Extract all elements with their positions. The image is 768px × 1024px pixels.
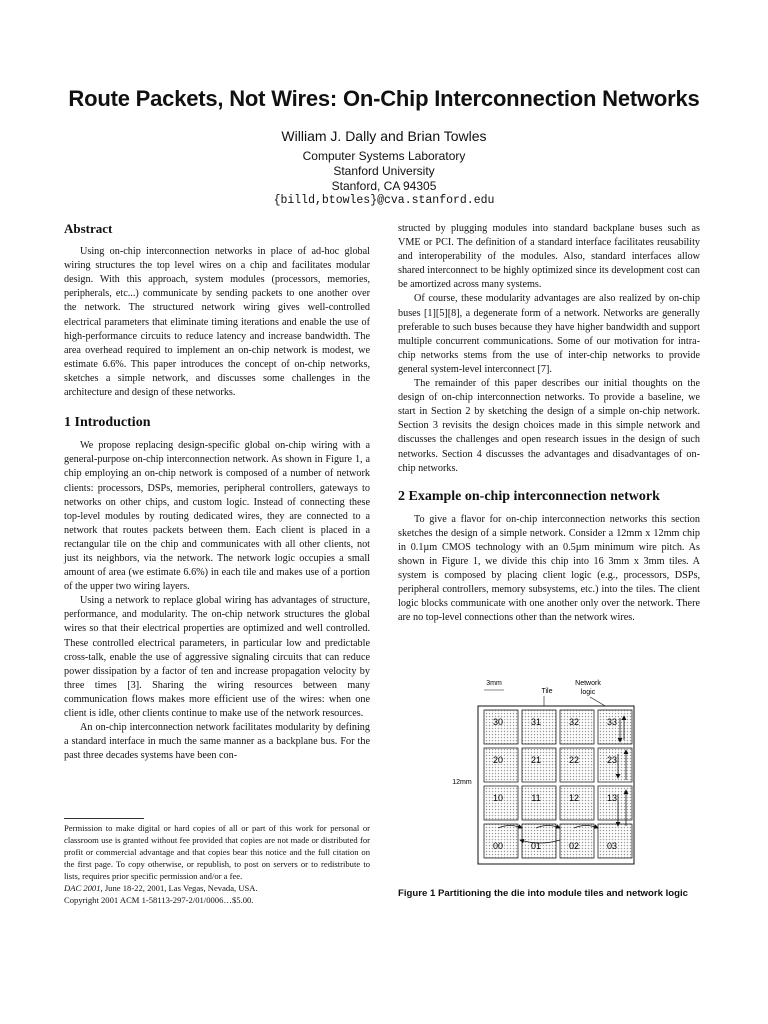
left-column	[64, 222, 370, 763]
tile-32	[560, 710, 594, 744]
tile-label-13: 13	[606, 793, 618, 803]
tile-10	[484, 786, 518, 820]
dim-label-12mm: 12mm	[452, 779, 472, 786]
figure-1	[440, 676, 670, 866]
tile-label-01: 01	[530, 841, 542, 851]
tile-13	[598, 786, 632, 820]
permission-text: Permission to make digital or hard copies of all or part of this work for personal or classroom use is granted without fee provided that copies are not made or distributed for profit or commercial advantage and that copies bear this notice and the full citation on the first page. To copy otherwise, or republish, to post on servers or to redistribute to lists, requires prior specific permission and/or a fee.	[64, 823, 370, 881]
footnote-rule	[64, 818, 144, 819]
right-paragraph-3: The remainder of this paper describes our initial thoughts on the design of on-chip interconnection networks. To provide a baseline, we start in Section 2 by sketching the design of a simple on-chip network. Section 3 revisits the design choices made in this simple network and discusses the challenges and open research issues in the design of such networks. Section 4 discusses the advantages and disadvantages of on-chip networks.	[398, 378, 700, 474]
affiliation-address: Stanford, CA 94305	[331, 179, 437, 193]
abstract-text: Using on-chip interconnection networks in place of ad-hoc global wiring structures the top level wires on a chip and facilitates modular design. With this approach, system modules (processors, memories, peripherals, etc...) communicate by sending packets to one another over the network. The structured network wiring gives well-controlled electrical parameters that eliminate timing iterations and enable the use of high-performance circuits to reduce latency and increase bandwidth. The area overhead required to implement an on-chip network is modest, we estimate 6.6%. This paper introduces the concept of on-chip networks, sketches a simple network, and discusses some challenges in the architecture and design of these networks.	[64, 246, 370, 399]
right-column	[398, 222, 700, 626]
tile-11	[522, 786, 556, 820]
tile-label-21: 21	[530, 755, 542, 765]
right-paragraph-1: structed by plugging modules into standard backplane buses such as VME or PCI. The definition of a standard interface facilitates reusability and interoperability of the modules. Also, standard interfaces allow shared interconnect to be highly optimized since its development cost can be amortized across many systems.	[398, 223, 700, 291]
tile-33	[598, 710, 632, 744]
conference-line	[64, 882, 370, 894]
tile-label-30: 30	[492, 717, 504, 727]
intro-paragraph-1: We propose replacing design-specific global on-chip wiring with a general-purpose on-chip interconnection network. As shown in Figure 1, a chip employing an on-chip network is composed of a number of network clients: processors, DSPs, memories, peripheral controllers, gateways to networks on other chips, and custom logic. Instead of connecting these top-level modules by routing dedicated wires, they are connected to a network that routes packets between them. Each client is placed in a rectangular tile on the chip and communicates with all other clients, not just its neighbors, via the network. The network logic occupies a small amount of area (we estimate 6.6%) in each tile and makes use of a portion of the upper two wiring layers.	[64, 440, 370, 593]
tile-grid-diagram	[440, 676, 670, 866]
tile-label-31: 31	[530, 717, 542, 727]
copyright-line: Copyright 2001 ACM 1-58113-297-2/01/0006…$5.00.	[64, 895, 254, 905]
abstract-heading: Abstract	[64, 221, 113, 236]
tile-label-11: 11	[531, 793, 541, 803]
tile-label-23: 23	[606, 755, 618, 765]
right-paragraph-2: Of course, these modularity advantages are also realized by on-chip buses [1][5][8], a degenerate form of a network. Networks are generally preferable to such buses because they have higher bandwidth and support multiple concurrent communications. Some of our motivation for intra-chip networks stems from the use of inter-chip networks to provide general system-level interconnect [7].	[398, 293, 700, 375]
intro-paragraph-3: An on-chip interconnection network facilitates modularity by defining a standard interface in much the same manner as a backplane bus. For the past three decades systems have been con-	[64, 722, 370, 762]
intro-paragraph-2: Using a network to replace global wiring has advantages of structure, performance, and modularity. The on-chip network structures the global wires so that their electrical properties are optimized and well controlled. These controlled electrical parameters, in particular low and predictable cross-talk, enable the use of aggressive signaling circuits that can reduce power dissipation by a factor of ten and increase propagation velocity by three times [3]. Sharing the wiring resources between many communication flows makes more efficient use of the wires: when one client is idle, other clients continue to make use of the network resources.	[64, 595, 370, 719]
section-1-heading: 1 Introduction	[64, 415, 151, 431]
tile-label-12: 12	[568, 793, 580, 803]
tile-label-32: 32	[568, 717, 580, 727]
affiliation-lab: Computer Systems Laboratory	[302, 149, 466, 163]
tile-label-20: 20	[492, 755, 504, 765]
tile-label: Tile	[541, 688, 553, 695]
paper-authors: William J. Dally and Brian Towles	[281, 128, 487, 144]
conference-details: , June 18-22, 2001, Las Vegas, Nevada, USA.	[100, 883, 258, 893]
conference-name: DAC 2001	[64, 883, 101, 893]
tile-12	[560, 786, 594, 820]
tile-31	[522, 710, 556, 744]
tile-23	[598, 748, 632, 782]
tile-label-33: 33	[606, 717, 618, 727]
tile-label-10: 10	[492, 793, 504, 803]
section-2-heading: 2 Example on-chip interconnection network	[398, 488, 660, 504]
tile-22	[560, 748, 594, 782]
tile-20	[484, 748, 518, 782]
tile-label-00: 00	[492, 841, 504, 851]
network-label-line2: logic	[580, 689, 596, 696]
dim-label-3mm: 3mm	[486, 680, 502, 687]
permission-notice	[64, 822, 370, 906]
paper-title: Route Packets, Not Wires: On-Chip Interconnection Networks	[68, 86, 700, 111]
tile-21	[522, 748, 556, 782]
tile-label-02: 02	[568, 841, 580, 851]
affiliation-university: Stanford University	[333, 164, 435, 178]
tile-label-03: 03	[606, 841, 618, 851]
author-email: {billd,btowles}@cva.stanford.edu	[273, 194, 495, 207]
figure-1-caption: Figure 1 Partitioning the die into module tiles and network logic	[398, 888, 688, 899]
section-2-paragraph-1: To give a flavor for on-chip interconnection networks this section sketches the design of a simple network. Consider a 12mm x 12mm chip in 0.1µm CMOS technology with an 0.5µm minimum wire pitch. As shown in Figure 1, we divide this chip into 16 3mm x 3mm tiles. A system is composed by placing client logic (e.g., processors, DSPs, peripheral controllers, memory subsystems, etc.) into the tiles. The client logic blocks communicate with one another only over the network. There are no top-level connections other than the network wires.	[398, 513, 700, 624]
network-label-line1: Network	[575, 680, 601, 687]
tile-label-22: 22	[568, 755, 580, 765]
tile-30	[484, 710, 518, 744]
